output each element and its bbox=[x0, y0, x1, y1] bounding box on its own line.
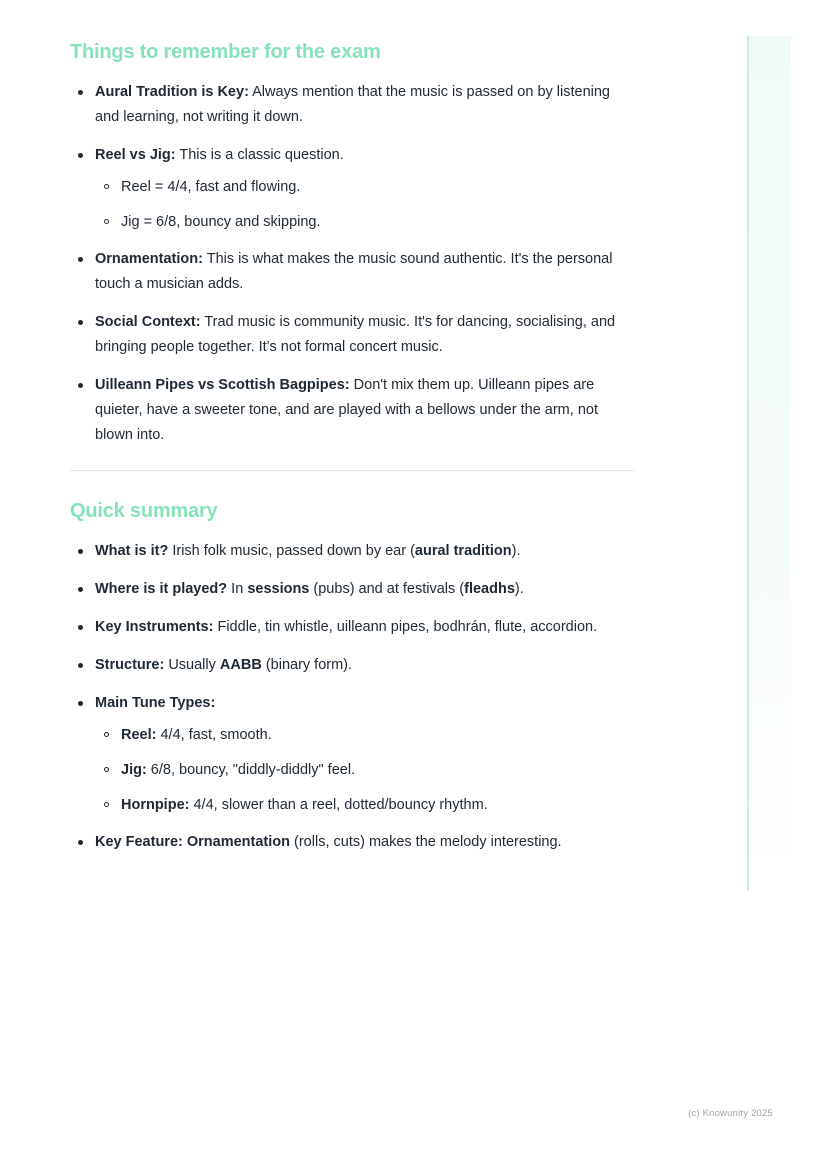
list-item-label: Main Tune Types: bbox=[95, 695, 216, 711]
list-item bbox=[70, 539, 635, 564]
list-item-emphasis: aural tradition bbox=[414, 543, 512, 559]
list-item-label: Structure: bbox=[95, 657, 165, 673]
list-item-emphasis: AABB bbox=[219, 657, 262, 673]
list-item bbox=[70, 143, 635, 234]
section-title-quick-summary: Quick summary bbox=[70, 500, 218, 522]
sub-list-item-text: Jig = 6/8, bouncy and skipping. bbox=[121, 214, 321, 230]
list-item bbox=[70, 615, 635, 640]
list-item-text: Always mention that the music is passed on by listening and learning, not writing it down. bbox=[95, 84, 610, 125]
list-item-text: Don't mix them up. Uilleann pipes are quieter, have a sweeter tone, and are played with a bellows under the arm, not blown into. bbox=[95, 377, 598, 443]
list-item bbox=[70, 247, 635, 297]
list-item-text: Irish folk music, passed down by ear ( bbox=[168, 543, 415, 559]
exam-notes-list bbox=[70, 80, 635, 448]
list-item-text-tail: ). bbox=[514, 581, 524, 597]
list-item-text-tail: (binary form). bbox=[261, 657, 353, 673]
list-item bbox=[70, 830, 635, 855]
sub-list-item bbox=[95, 175, 635, 199]
list-item-label: Ornamentation: bbox=[95, 251, 203, 267]
list-item-label: Where is it played? bbox=[95, 581, 228, 597]
list-item-label: Key Feature: Ornamentation bbox=[95, 834, 290, 850]
list-item bbox=[70, 653, 635, 678]
list-item-label: Uilleann Pipes vs Scottish Bagpipes: bbox=[95, 377, 350, 393]
sub-list bbox=[95, 175, 635, 234]
list-item bbox=[70, 310, 635, 360]
sub-list-item-label: Reel: bbox=[121, 727, 157, 743]
list-item-label: Key Instruments: bbox=[95, 619, 214, 635]
sub-list-item-text: 4/4, slower than a reel, dotted/bouncy rhythm. bbox=[189, 797, 488, 813]
sub-list bbox=[95, 723, 635, 817]
sub-list-item bbox=[95, 723, 635, 747]
sub-list-item-text: Reel = 4/4, fast and flowing. bbox=[121, 179, 301, 195]
list-item-emphasis: sessions bbox=[247, 581, 310, 597]
sub-list-item bbox=[95, 793, 635, 817]
section-title-exam-notes: Things to remember for the exam bbox=[70, 41, 381, 63]
list-item-label: Social Context: bbox=[95, 314, 201, 330]
sub-list-item-label: Hornpipe: bbox=[121, 797, 190, 813]
list-item-text-tail: ). bbox=[511, 543, 521, 559]
list-item-text: Fiddle, tin whistle, uilleann pipes, bodhrán, flute, accordion. bbox=[213, 619, 598, 635]
list-item bbox=[70, 691, 635, 817]
list-item-emphasis-2: fleadhs bbox=[464, 581, 515, 597]
sub-list-item bbox=[95, 210, 635, 234]
list-item bbox=[70, 373, 635, 448]
page-side-accent-bar bbox=[747, 36, 791, 891]
page-footer-copyright: (c) Knowunity 2025 bbox=[688, 1108, 773, 1119]
sub-list-item-text: 4/4, fast, smooth. bbox=[156, 727, 272, 743]
list-item-text: (rolls, cuts) makes the melody interesting. bbox=[290, 834, 562, 850]
list-item-text: This is what makes the music sound authentic. It's the personal touch a musician adds. bbox=[95, 251, 613, 292]
list-item-text-mid: (pubs) and at festivals ( bbox=[309, 581, 465, 597]
list-item-text: This is a classic question. bbox=[175, 147, 344, 163]
list-item-label: Aural Tradition is Key: bbox=[95, 84, 249, 100]
list-item bbox=[70, 80, 635, 130]
section-divider bbox=[70, 470, 635, 471]
sub-list-item-text: 6/8, bouncy, "diddly-diddly" feel. bbox=[146, 762, 356, 778]
quick-summary-list bbox=[70, 539, 635, 855]
document-content bbox=[70, 38, 635, 868]
list-item-text: Trad music is community music. It's for dancing, socialising, and bringing people together. It's not formal concert music. bbox=[95, 314, 616, 355]
sub-list-item bbox=[95, 758, 635, 782]
sub-list-item-label: Jig: bbox=[121, 762, 147, 778]
list-item-text: In bbox=[227, 581, 248, 597]
list-item bbox=[70, 577, 635, 602]
list-item-label: What is it? bbox=[95, 543, 169, 559]
list-item-text: Usually bbox=[164, 657, 220, 673]
list-item-label: Reel vs Jig: bbox=[95, 147, 176, 163]
